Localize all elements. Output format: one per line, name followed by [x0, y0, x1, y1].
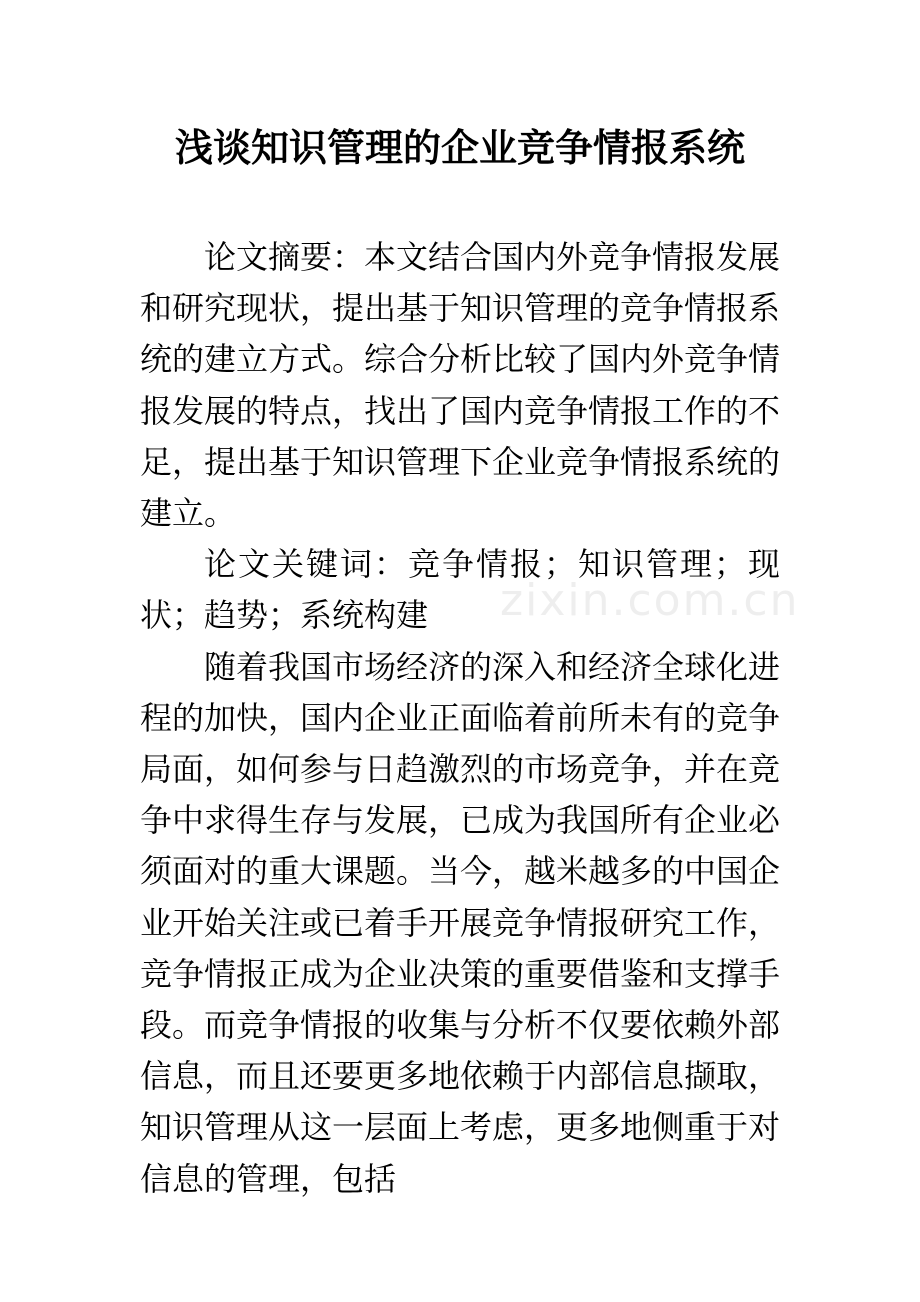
document-body — [140, 232, 780, 1205]
abstract-paragraph: 论文摘要：本文结合国内外竞争情报发展和研究现状，提出基于知识管理的竞争情报系统的建立方式。综合分析比较了国内外竞争情报发展的特点，找出了国内竞争情报工作的不足，提出基于知识管理下企业竞争情报系统的建立。 — [140, 238, 781, 533]
body-paragraph: 随着我国市场经济的深入和经济全球化进程的加快，国内企业正面临着前所未有的竞争局面，如何参与日趋激烈的市场竞争，并在竞争中求得生存与发展，已成为我国所有企业必须面对的重大课题。当今，越米越多的中国企业开始关注或已着手开展竞争情报研究工作，竞争情报正成为企业决策的重要借鉴和支撑手段。而竞争情报的收集与分析不仅要依赖外部信息，而且还要更多地依赖于内部信息撷取，知识管理从这一层面上考虑，更多地侧重于对信息的管理，包括 — [140, 647, 781, 1198]
keywords-paragraph: 论文关键词：竞争情报；知识管理；现状；趋势；系统构建 — [140, 545, 780, 635]
document-title: 浅谈知识管理的企业竞争情报系统 — [174, 125, 745, 170]
watermark: zixin.com.cn — [500, 575, 800, 626]
